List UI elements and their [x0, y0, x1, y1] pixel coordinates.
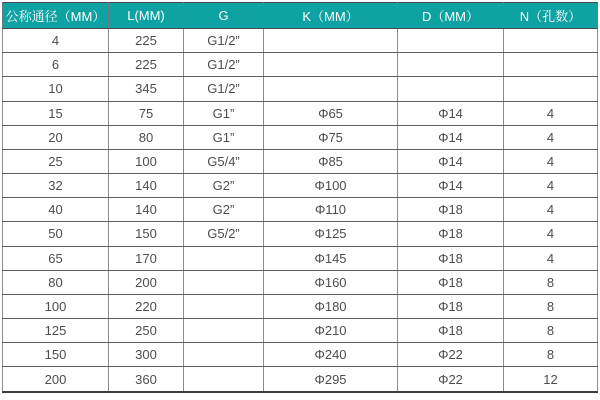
table-cell-l: 225 [109, 29, 184, 53]
table-cell-g: G1” [184, 101, 264, 125]
table-cell-n: 4 [504, 149, 598, 173]
table-cell-g: G1/2” [184, 53, 264, 77]
table-cell-d [398, 29, 504, 53]
table-cell-d [398, 53, 504, 77]
table-cell-d [398, 77, 504, 101]
table-cell-n: 4 [504, 101, 598, 125]
table-cell-k: Φ240 [264, 343, 398, 367]
table-cell-n [504, 77, 598, 101]
table-cell-g [184, 246, 264, 270]
table-row [3, 77, 598, 101]
table-cell-k: Φ145 [264, 246, 398, 270]
table-cell-d: Φ14 [398, 174, 504, 198]
table-cell-l: 225 [109, 53, 184, 77]
table-cell-l: 140 [109, 198, 184, 222]
table-cell-g [184, 367, 264, 392]
table-cell-n: 8 [504, 343, 598, 367]
table-cell-n: 8 [504, 294, 598, 318]
table-cell-dn: 40 [3, 198, 109, 222]
table-cell-n: 4 [504, 198, 598, 222]
table-cell-d: Φ18 [398, 319, 504, 343]
table-cell-d: Φ18 [398, 246, 504, 270]
table-cell-k: Φ65 [264, 101, 398, 125]
table-row [3, 367, 598, 392]
table-cell-dn: 100 [3, 294, 109, 318]
table-row [3, 270, 598, 294]
table-cell-l: 140 [109, 174, 184, 198]
table-cell-k: Φ210 [264, 319, 398, 343]
table-cell-k [264, 77, 398, 101]
table-cell-k: Φ85 [264, 149, 398, 173]
table-row [3, 319, 598, 343]
table-cell-g [184, 319, 264, 343]
table-cell-g: G5/4” [184, 149, 264, 173]
table-cell-d: Φ18 [398, 294, 504, 318]
column-header-k: K（MM） [264, 3, 398, 29]
table-cell-g: G1/2” [184, 29, 264, 53]
column-header-dn: 公称通径（MM） [3, 3, 109, 29]
table-cell-d: Φ18 [398, 222, 504, 246]
table-cell-n: 8 [504, 319, 598, 343]
header-row [3, 3, 598, 29]
table-cell-dn: 50 [3, 222, 109, 246]
table-cell-dn: 10 [3, 77, 109, 101]
table-row [3, 29, 598, 53]
table-cell-n: 4 [504, 125, 598, 149]
table-header [3, 3, 598, 29]
table-body [3, 29, 598, 393]
table-cell-n: 4 [504, 246, 598, 270]
table-cell-dn: 32 [3, 174, 109, 198]
table-cell-dn: 80 [3, 270, 109, 294]
table-cell-g: G5/2” [184, 222, 264, 246]
table-cell-l: 150 [109, 222, 184, 246]
table-cell-g: G2” [184, 198, 264, 222]
column-header-d: D（MM） [398, 3, 504, 29]
table-cell-dn: 150 [3, 343, 109, 367]
table-cell-dn: 6 [3, 53, 109, 77]
table-cell-d: Φ14 [398, 125, 504, 149]
column-header-n: N（孔数） [504, 3, 598, 29]
table-cell-dn: 200 [3, 367, 109, 392]
table-cell-n [504, 29, 598, 53]
table-cell-dn: 65 [3, 246, 109, 270]
table-cell-d: Φ14 [398, 101, 504, 125]
table-cell-dn: 125 [3, 319, 109, 343]
table-cell-l: 75 [109, 101, 184, 125]
table-cell-d: Φ22 [398, 343, 504, 367]
table-cell-k: Φ180 [264, 294, 398, 318]
table-cell-k [264, 53, 398, 77]
table-cell-g [184, 270, 264, 294]
column-header-l: L(MM) [109, 3, 184, 29]
dimension-spec-table [2, 2, 598, 393]
table-cell-g: G2” [184, 174, 264, 198]
table-cell-dn: 25 [3, 149, 109, 173]
table-row [3, 222, 598, 246]
table-cell-g [184, 343, 264, 367]
table-cell-l: 100 [109, 149, 184, 173]
table-cell-g [184, 294, 264, 318]
table-cell-n: 8 [504, 270, 598, 294]
table-cell-d: Φ22 [398, 367, 504, 392]
table-cell-k: Φ110 [264, 198, 398, 222]
table-cell-dn: 15 [3, 101, 109, 125]
table-cell-n [504, 53, 598, 77]
table-cell-g: G1/2” [184, 77, 264, 101]
table-cell-l: 360 [109, 367, 184, 392]
table-row [3, 101, 598, 125]
table-row [3, 149, 598, 173]
table-cell-k: Φ295 [264, 367, 398, 392]
table-row [3, 125, 598, 149]
table-cell-dn: 20 [3, 125, 109, 149]
table-cell-k: Φ160 [264, 270, 398, 294]
table-cell-k [264, 29, 398, 53]
table-cell-d: Φ18 [398, 198, 504, 222]
table-cell-k: Φ100 [264, 174, 398, 198]
table-row [3, 343, 598, 367]
table-row [3, 198, 598, 222]
table-cell-n: 4 [504, 174, 598, 198]
table-cell-l: 220 [109, 294, 184, 318]
table-cell-l: 300 [109, 343, 184, 367]
table-cell-dn: 4 [3, 29, 109, 53]
column-header-g: G [184, 3, 264, 29]
table-cell-k: Φ125 [264, 222, 398, 246]
table-cell-l: 345 [109, 77, 184, 101]
table-cell-k: Φ75 [264, 125, 398, 149]
table-row [3, 53, 598, 77]
table-cell-g: G1” [184, 125, 264, 149]
table-cell-l: 170 [109, 246, 184, 270]
table-cell-d: Φ14 [398, 149, 504, 173]
table-cell-l: 80 [109, 125, 184, 149]
table-cell-l: 200 [109, 270, 184, 294]
table-cell-d: Φ18 [398, 270, 504, 294]
table-cell-n: 12 [504, 367, 598, 392]
table-row [3, 246, 598, 270]
table-row [3, 294, 598, 318]
table-row [3, 174, 598, 198]
table-cell-l: 250 [109, 319, 184, 343]
table-cell-n: 4 [504, 222, 598, 246]
